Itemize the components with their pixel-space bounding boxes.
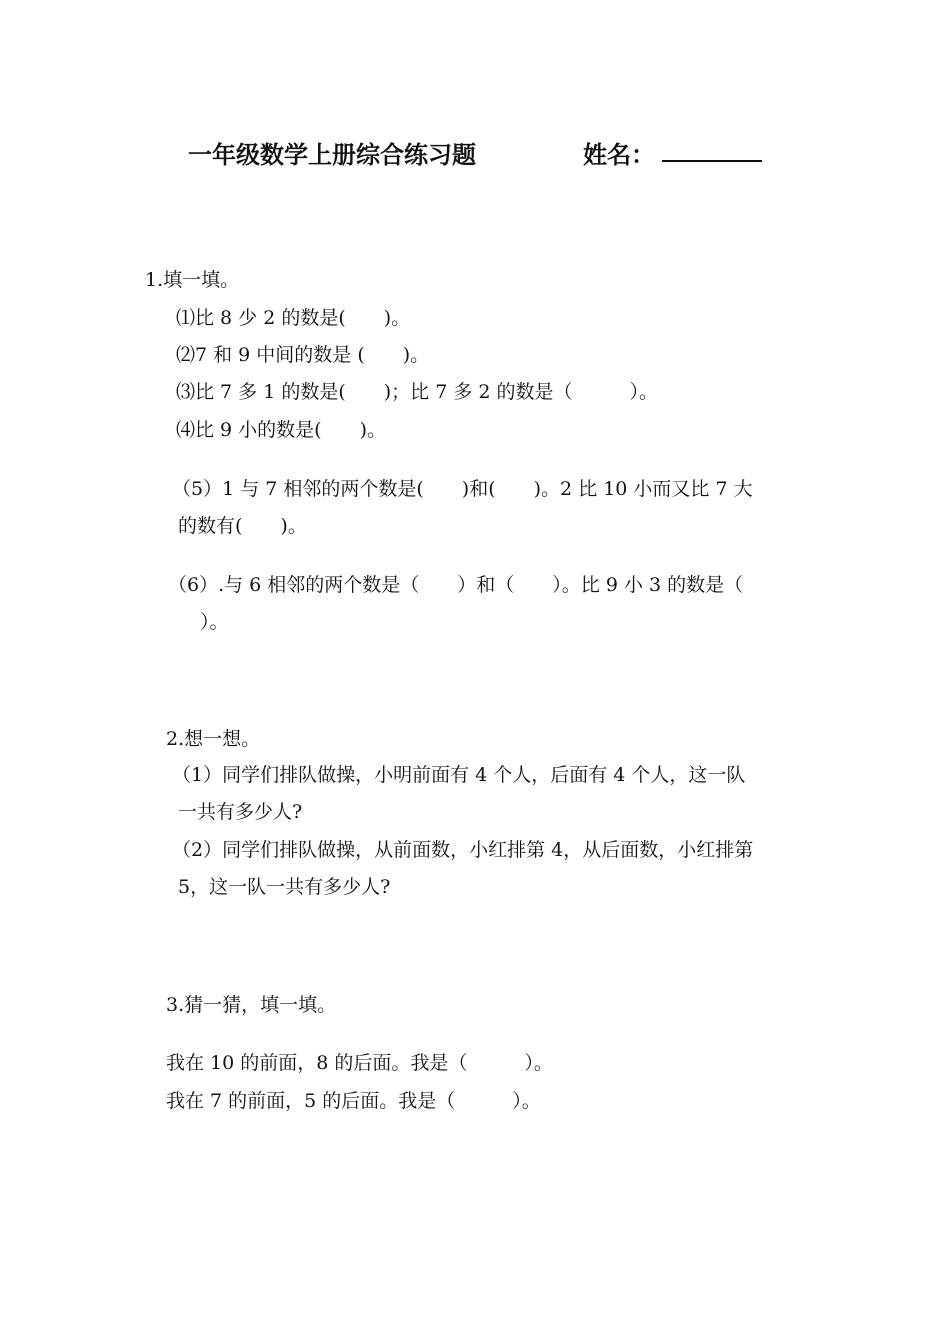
- section2-question-1-line1: （1）同学们排队做操，小明前面有 4 个人，后面有 4 个人，这一队: [172, 764, 746, 786]
- section3-question-2: 我在 7 的前面，5 的后面。我是（ ）。: [166, 1090, 541, 1112]
- section1-question-6-line2: ）。: [200, 611, 229, 633]
- section1-question-4: ⑷比 9 小的数是( )。: [176, 419, 386, 441]
- name-label: 姓名：: [583, 141, 655, 169]
- page-title: 一年级数学上册综合练习题: [188, 141, 476, 169]
- section1-question-2: ⑵7 和 9 中间的数是 ( )。: [176, 344, 430, 366]
- section1-question-5-line2: 的数有( )。: [178, 515, 307, 537]
- section2-question-1-line2: 一共有多少人?: [178, 801, 303, 823]
- section3-question-1: 我在 10 的前面，8 的后面。我是（ ）。: [166, 1052, 553, 1074]
- section1-question-5-line1: （5）1 与 7 相邻的两个数是( )和( )。2 比 10 小而又比 7 大: [172, 478, 753, 500]
- section2-question-2-line2: 5，这一队一共有多少人?: [178, 876, 391, 898]
- name-blank-line: [662, 160, 762, 162]
- section1-question-6-line1: （6）.与 6 相邻的两个数是（ ）和（ ）。比 9 小 3 的数是（: [168, 574, 744, 596]
- section2-question-2-line1: （2）同学们排队做操，从前面数，小红排第 4，从后面数，小红排第: [172, 839, 754, 861]
- section2-heading: 2.想一想。: [166, 728, 261, 750]
- section1-heading: 1.填一填。: [145, 269, 240, 291]
- section1-question-3: ⑶比 7 多 1 的数是( )；比 7 多 2 的数是（ ）。: [176, 381, 658, 403]
- section3-heading: 3.猜一猜，填一填。: [166, 994, 337, 1016]
- section1-question-1: ⑴比 8 少 2 的数是( )。: [176, 307, 411, 329]
